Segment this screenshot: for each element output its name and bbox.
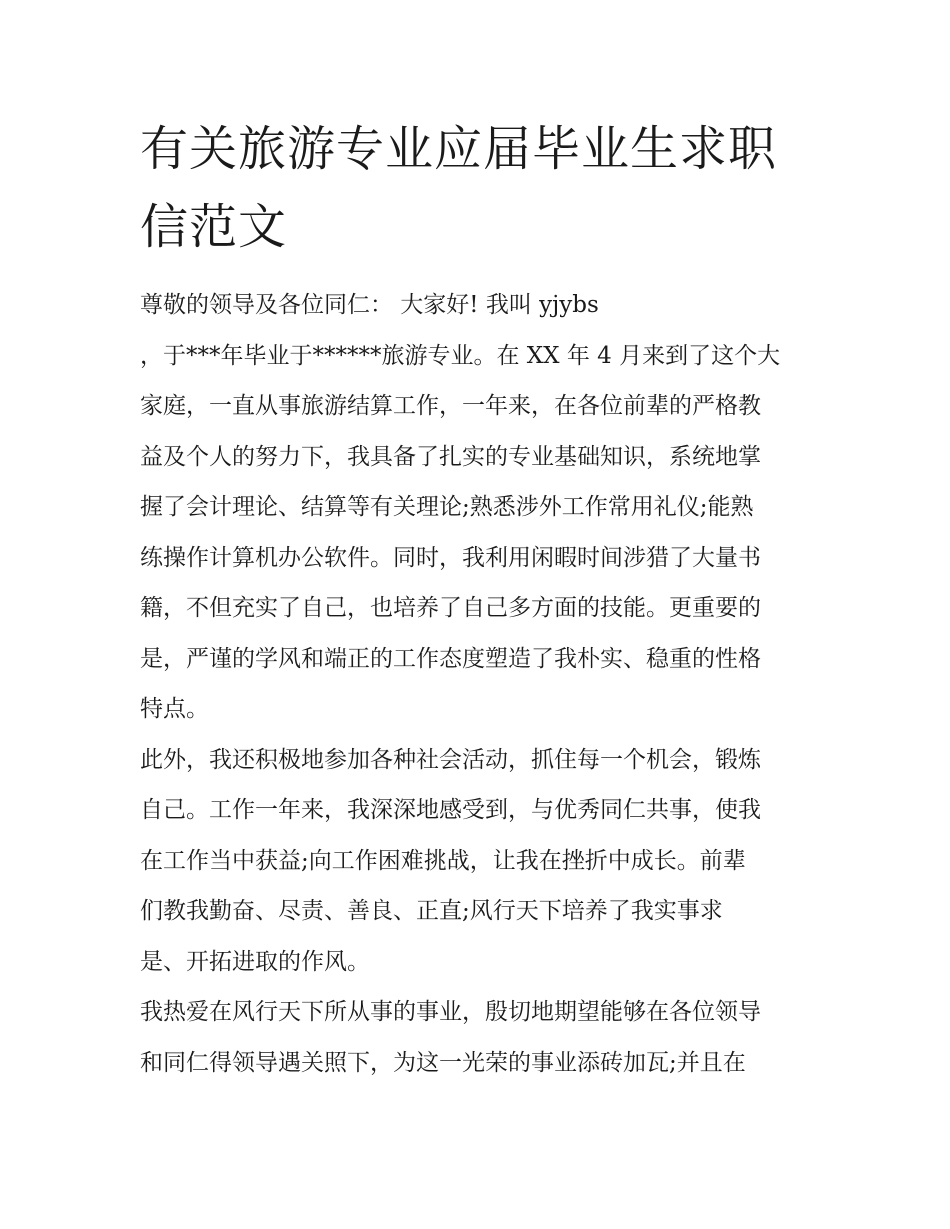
text-line: 是，严谨的学风和端正的工作态度塑造了我朴实、稳重的性格 bbox=[140, 645, 761, 672]
text-line: 练操作计算机办公软件。同时，我利用闲暇时间涉猎了大量书 bbox=[140, 544, 761, 571]
document-title bbox=[140, 110, 820, 266]
text-line: 尊敬的领导及各位同仁： 大家好! 我叫 yjybs bbox=[140, 292, 599, 318]
text-line: 益及个人的努力下，我具备了扎实的专业基础知识，系统地掌 bbox=[140, 443, 761, 470]
title-line: 信范文 bbox=[140, 199, 288, 255]
paragraph-intro bbox=[140, 280, 820, 735]
text-line: 籍，不但充实了自己，也培养了自己多方面的技能。更重要的 bbox=[140, 595, 761, 621]
text-line: 家庭，一直从事旅游结算工作，一年来，在各位前辈的严格教 bbox=[140, 393, 761, 419]
text-line: 自己。工作一年来，我深深地感受到，与优秀同仁共事，使我 bbox=[140, 797, 761, 823]
title-line: 有关旅游专业应届毕业生求职 bbox=[140, 121, 778, 177]
text-line: 们教我勤奋、尽责、善良、正直;风行天下培养了我实事求 bbox=[140, 898, 723, 924]
text-line: 此外，我还积极地参加各种社会活动，抓住每一个机会，锻炼 bbox=[140, 746, 761, 773]
document-page bbox=[140, 110, 820, 1088]
text-line: 和同仁得领导遇关照下，为这一光荣的事业添砖加瓦;并且在 bbox=[140, 1049, 746, 1076]
text-line: 握了会计理论、结算等有关理论;熟悉涉外工作常用礼仪;能熟 bbox=[140, 494, 754, 520]
text-line: 是、开拓进取的作风。 bbox=[140, 948, 370, 975]
paragraph-activities bbox=[140, 735, 820, 988]
text-line: ，于***年毕业于******旅游专业。在 XX 年 4 月来到了这个大 bbox=[140, 342, 781, 369]
paragraph-aspiration bbox=[140, 987, 820, 1088]
text-line: 我热爱在风行天下所从事的事业，殷切地期望能够在各位领导 bbox=[140, 999, 761, 1025]
text-line: 特点。 bbox=[140, 696, 209, 722]
text-line: 在工作当中获益;向工作困难挑战，让我在挫折中成长。前辈 bbox=[140, 847, 746, 874]
